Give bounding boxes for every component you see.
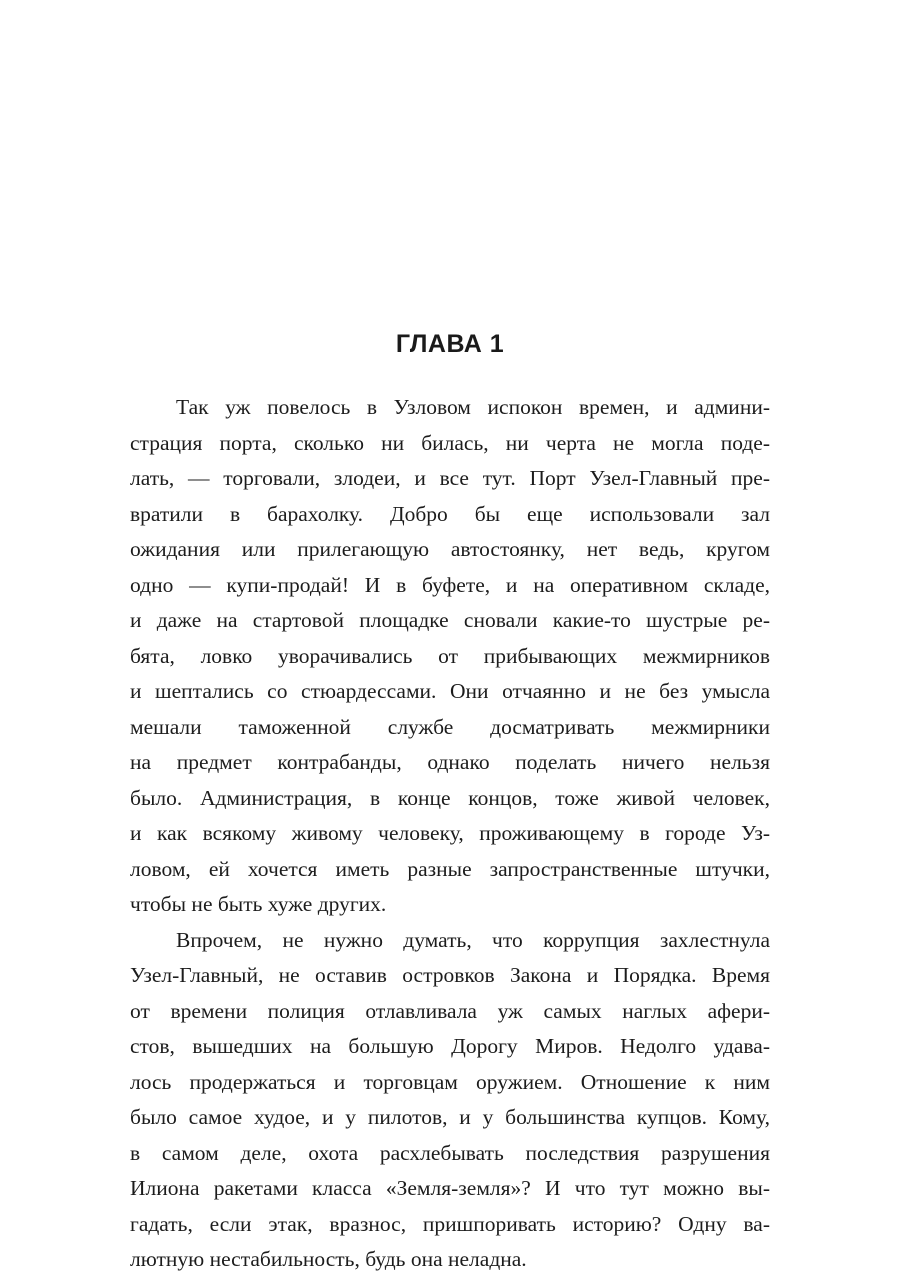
chapter-title: ГЛАВА 1 <box>395 330 505 358</box>
text-line: страция порта, сколько ни билась, ни черта не могла поде- <box>130 430 770 455</box>
text-line: было. Администрация, в конце концов, тоже живой человек, <box>130 785 770 810</box>
text-line: ловом, ей хочется иметь разные запространственные штучки, <box>130 856 770 881</box>
paragraph-1 <box>130 390 770 923</box>
text-line: в самом деле, охота расхлебывать последствия разрушения <box>130 1140 770 1165</box>
text-line: Так уж повелось в Узловом испокон времен, и админи- <box>176 395 770 419</box>
text-line: и шептались со стюардессами. Они отчаянно и не без умысла <box>130 679 770 703</box>
text-line: от времени полиция отлавливала уж самых наглых афери- <box>130 998 770 1023</box>
text-line: мешали таможенной службе досматривать межмирники <box>130 714 770 739</box>
text-line: и как всякому живому человеку, проживающему в городе Уз- <box>130 821 770 845</box>
text-line: ожидания или прилегающую автостоянку, нет ведь, кругом <box>130 537 770 561</box>
text-line: гадать, если этак, вразнос, пришпоривать историю? Одну ва- <box>130 1211 770 1236</box>
text-line: стов, вышедших на большую Дорогу Миров. Недолго удава- <box>130 1034 770 1058</box>
text-line: и даже на стартовой площадке сновали какие-то шустрые ре- <box>130 608 770 632</box>
body-text <box>130 390 770 1278</box>
text-line: бята, ловко уворачивались от прибывающих межмирников <box>130 643 770 668</box>
text-line: Илиона ракетами класса «Земля-земля»? И что тут можно вы- <box>130 1176 770 1200</box>
text-line: чтобы не быть хуже других. <box>130 892 387 916</box>
text-line: лать, — торговали, злодеи, и все тут. Порт Узел-Главный пре- <box>130 466 770 490</box>
text-line: одно — купи-продай! И в буфете, и на оперативном складе, <box>130 572 770 597</box>
text-line: было самое худое, и у пилотов, и у большинства купцов. Кому, <box>130 1105 770 1129</box>
text-line: Узел-Главный, не оставив островков Закона и Порядка. Время <box>130 963 770 987</box>
text-line: на предмет контрабанды, однако поделать ничего нельзя <box>130 750 770 774</box>
text-line: лось продержаться и торговцам оружием. Отношение к ним <box>130 1069 770 1094</box>
text-line: вратили в барахолку. Добро бы еще использовали зал <box>130 501 770 526</box>
paragraph-2 <box>130 923 770 1278</box>
text-line: лютную нестабильность, будь она неладна. <box>130 1247 527 1271</box>
text-line: Впрочем, не нужно думать, что коррупция захлестнула <box>176 927 770 952</box>
